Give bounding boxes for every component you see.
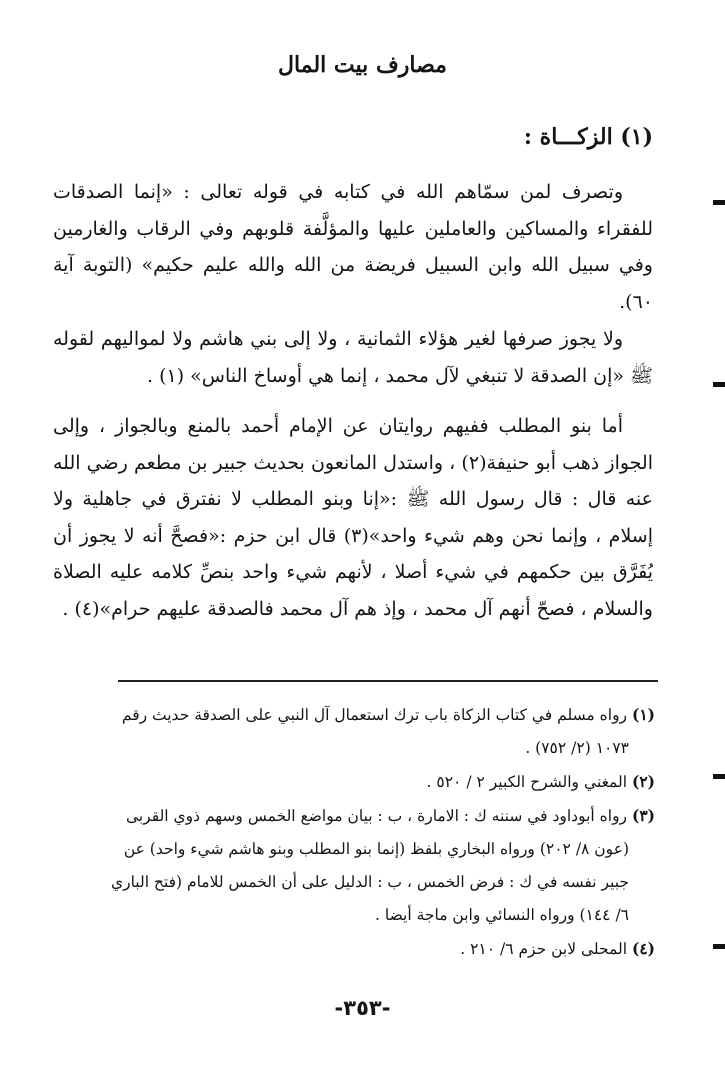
footnote-text: المغني والشرح الكبير ٢ / ٥٢٠ . bbox=[426, 773, 628, 791]
scan-edge-mark bbox=[713, 382, 725, 387]
footnote-number: (٤) bbox=[631, 939, 655, 958]
paragraph-2: ولا يجوز صرفها لغير هؤلاء الثمانية ، ولا إلى بني هاشم ولا لمواليهم لقوله ﷺ «إن الصدقة لا تنبغي لآل محمد ، إنما هي أوساخ الناس» (١) . bbox=[53, 328, 653, 387]
footnote-3-continuation: (عون ٨/ ٢٠٢) ورواه البخاري بلفظ (إنما بنو المطلب وبنو هاشم شيء واحد) عن bbox=[123, 840, 629, 858]
footnote-2 bbox=[55, 765, 655, 799]
page-number: -٣٥٣- bbox=[334, 996, 391, 1020]
footnote-text: رواه أبوداود في سننه ك : الامارة ، ب : بيان مواضع الخمس وسهم ذوي القربى bbox=[125, 807, 628, 825]
footnote-number: (٣) bbox=[631, 806, 655, 825]
footnote-1-continuation: ١٠٧٣ (٢/ ٧٥٢) . bbox=[525, 739, 629, 757]
scan-edge-mark bbox=[713, 944, 725, 949]
footnote-number: (١) bbox=[631, 705, 655, 724]
footnote-3-continuation: جبير نفسه في ك : فرض الخمس ، ب : الدليل على أن الخمس للامام (فتح الباري bbox=[110, 873, 629, 891]
page-header-title: مصارف بيت المال bbox=[278, 52, 447, 78]
footnotes bbox=[55, 698, 655, 966]
footnote-4 bbox=[55, 932, 655, 966]
footnote-3-continuation: ٦/ ١٤٤) ورواه النسائي وابن ماجة أيضا . bbox=[375, 906, 629, 924]
footnote-3 bbox=[55, 799, 655, 833]
section-heading: (١) الزكـــاة : bbox=[523, 124, 653, 150]
footnote-text: المحلى لابن حزم ٦/ ٢١٠ . bbox=[460, 940, 628, 958]
paragraph-3: أما بنو المطلب ففيهم روايتان عن الإمام أحمد بالمنع وبالجواز ، وإلى الجواز ذهب أبو حنيفة(٢) ، واستدل المانعون بحديث جبير بن مطعم رضي الله عنه قال : قال رسول الله ﷺ :«إنا وبنو المطلب لا نفترق في جاهلية ولا إسلام ، وإنما نحن وهم شيء واحد»(٣) قال ابن حزم :«فصحَّ أنه لا يجوز أن يُفَرَّق بين حكمهم في شيء أصلا ، لأنهم شيء واحد بنصِّ كلامه عليه الصلاة والسلام ، فصحّ أنهم آل محمد ، وإذ هم آل محمد فالصدقة عليهم حرام»(٤) . bbox=[53, 415, 653, 620]
scan-edge-mark bbox=[713, 774, 725, 779]
footnote-1 bbox=[55, 698, 655, 732]
footnote-number: (٢) bbox=[631, 772, 655, 791]
footnote-separator bbox=[118, 680, 658, 682]
paragraph-1: وتصرف لمن سمّاهم الله في كتابه في قوله تعالى : «إنما الصدقات للفقراء والمساكين والعاملين عليها والمؤلَّفة قلوبهم وفي الرقاب والغارمين وفي سبيل الله وابن السبيل فريضة من الله والله عليم حكيم» (التوبة آية ٦٠). bbox=[53, 181, 653, 313]
footnote-text: رواه مسلم في كتاب الزكاة باب ترك استعمال آل النبي على الصدقة حديث رقم bbox=[121, 706, 628, 724]
scan-edge-mark bbox=[713, 200, 725, 205]
